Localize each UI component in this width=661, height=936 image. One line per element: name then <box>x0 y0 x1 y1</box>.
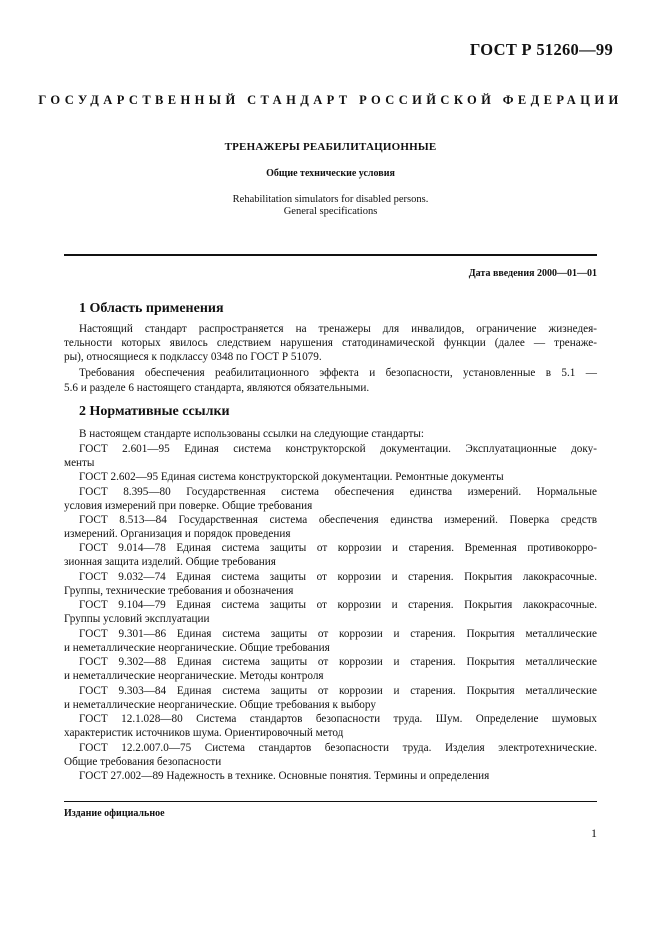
section-1-line: 5.6 и разделе 6 настоящего стандарта, являются обязательными. <box>64 382 370 394</box>
document-subtitle: Общие технические условия <box>266 168 395 179</box>
reference-line: измерений. Организация и порядок проведения <box>64 528 291 540</box>
reference-line: ГОСТ 27.002—89 Надежность в технике. Основные понятия. Термины и определения <box>79 770 490 782</box>
section-1-heading: 1 Область применения <box>79 301 224 316</box>
reference-line: ГОСТ 9.104—79 Единая система защиты от коррозии и старения. Покрытия лакокрасочные. <box>79 599 597 611</box>
reference-line: и неметаллические неорганические. Методы контроля <box>64 670 324 682</box>
reference-line: ГОСТ 12.2.007.0—75 Система стандартов безопасности труда. Изделия электротехнические. <box>79 742 597 754</box>
section-1-line: ры), относящиеся к подклассу 0348 по ГОСТ Р 51079. <box>64 351 322 363</box>
page-number: 1 <box>591 826 597 840</box>
reference-line: характеристик источников шума. Ориентировочный метод <box>64 727 344 739</box>
reference-line: В настоящем стандарте использованы ссылки на следующие стандарты: <box>79 428 424 440</box>
footer-divider <box>64 801 597 802</box>
english-title-line-1: Rehabilitation simulators for disabled persons. <box>232 194 429 205</box>
reference-line: Группы, технические требования и обозначения <box>64 585 294 597</box>
reference-line: ГОСТ 8.513—84 Государственная система обеспечения единства измерений. Поверка средств <box>79 514 597 526</box>
reference-line: ГОСТ 9.032—74 Единая система защиты от коррозии и старения. Покрытия лакокрасочные. <box>79 571 597 583</box>
reference-line: ГОСТ 9.014—78 Единая система защиты от коррозии и старения. Временная противокорро- <box>79 542 597 554</box>
document-code: ГОСТ Р 51260—99 <box>469 40 613 59</box>
reference-line: ГОСТ 9.302—88 Единая система защиты от коррозии и старения. Покрытия металлические <box>79 656 597 668</box>
reference-line: ГОСТ 12.1.028—80 Система стандартов безопасности труда. Шум. Определение шумовых <box>79 713 597 725</box>
reference-line: ГОСТ 9.303—84 Единая система защиты от коррозии и старения. Покрытия металлические <box>79 685 597 697</box>
section-1-line: Настоящий стандарт распространяется на тренажеры для инвалидов, ограничение жизнедея- <box>79 323 597 335</box>
official-edition-label: Издание официальное <box>64 808 165 819</box>
section-1-line: Требования обеспечения реабилитационного эффекта и безопасности, установленные в 5.1 — <box>79 367 597 379</box>
section-1-line: тельности которых явилось следствием нарушения статодинамической функции (далее — тренаже- <box>64 337 597 349</box>
reference-line: ГОСТ 8.395—80 Государственная система обеспечения единства измерений. Нормальные <box>79 486 597 498</box>
reference-line: и неметаллические неорганические. Общие требования <box>64 642 330 654</box>
reference-line: и неметаллические неорганические. Общие требования к выбору <box>64 699 376 711</box>
section-2-heading: 2 Нормативные ссылки <box>79 404 230 419</box>
introduction-date: Дата введения 2000—01—01 <box>468 268 597 279</box>
reference-line: зионная защита изделий. Общие требования <box>64 556 276 568</box>
reference-line: ГОСТ 2.602—95 Единая система конструкторской документации. Ремонтные документы <box>79 471 504 483</box>
reference-line: менты <box>64 457 95 469</box>
reference-line: ГОСТ 2.601—95 Единая система конструкторской документации. Эксплуатационные доку- <box>79 443 597 455</box>
reference-line: ГОСТ 9.301—86 Единая система защиты от коррозии и старения. Покрытия металлические <box>79 628 597 640</box>
document-title: ТРЕНАЖЕРЫ РЕАБИЛИТАЦИОННЫЕ <box>224 141 437 153</box>
state-standard-title: ГОСУДАРСТВЕННЫЙ СТАНДАРТ РОССИЙСКОЙ ФЕДЕРАЦИИ <box>38 93 623 107</box>
header-divider <box>64 254 597 256</box>
reference-line: Общие требования безопасности <box>64 756 222 768</box>
english-title-line-2: General specifications <box>283 206 378 217</box>
reference-line: условия измерений при поверке. Общие требования <box>64 500 313 512</box>
reference-line: Группы условий эксплуатации <box>64 613 210 625</box>
